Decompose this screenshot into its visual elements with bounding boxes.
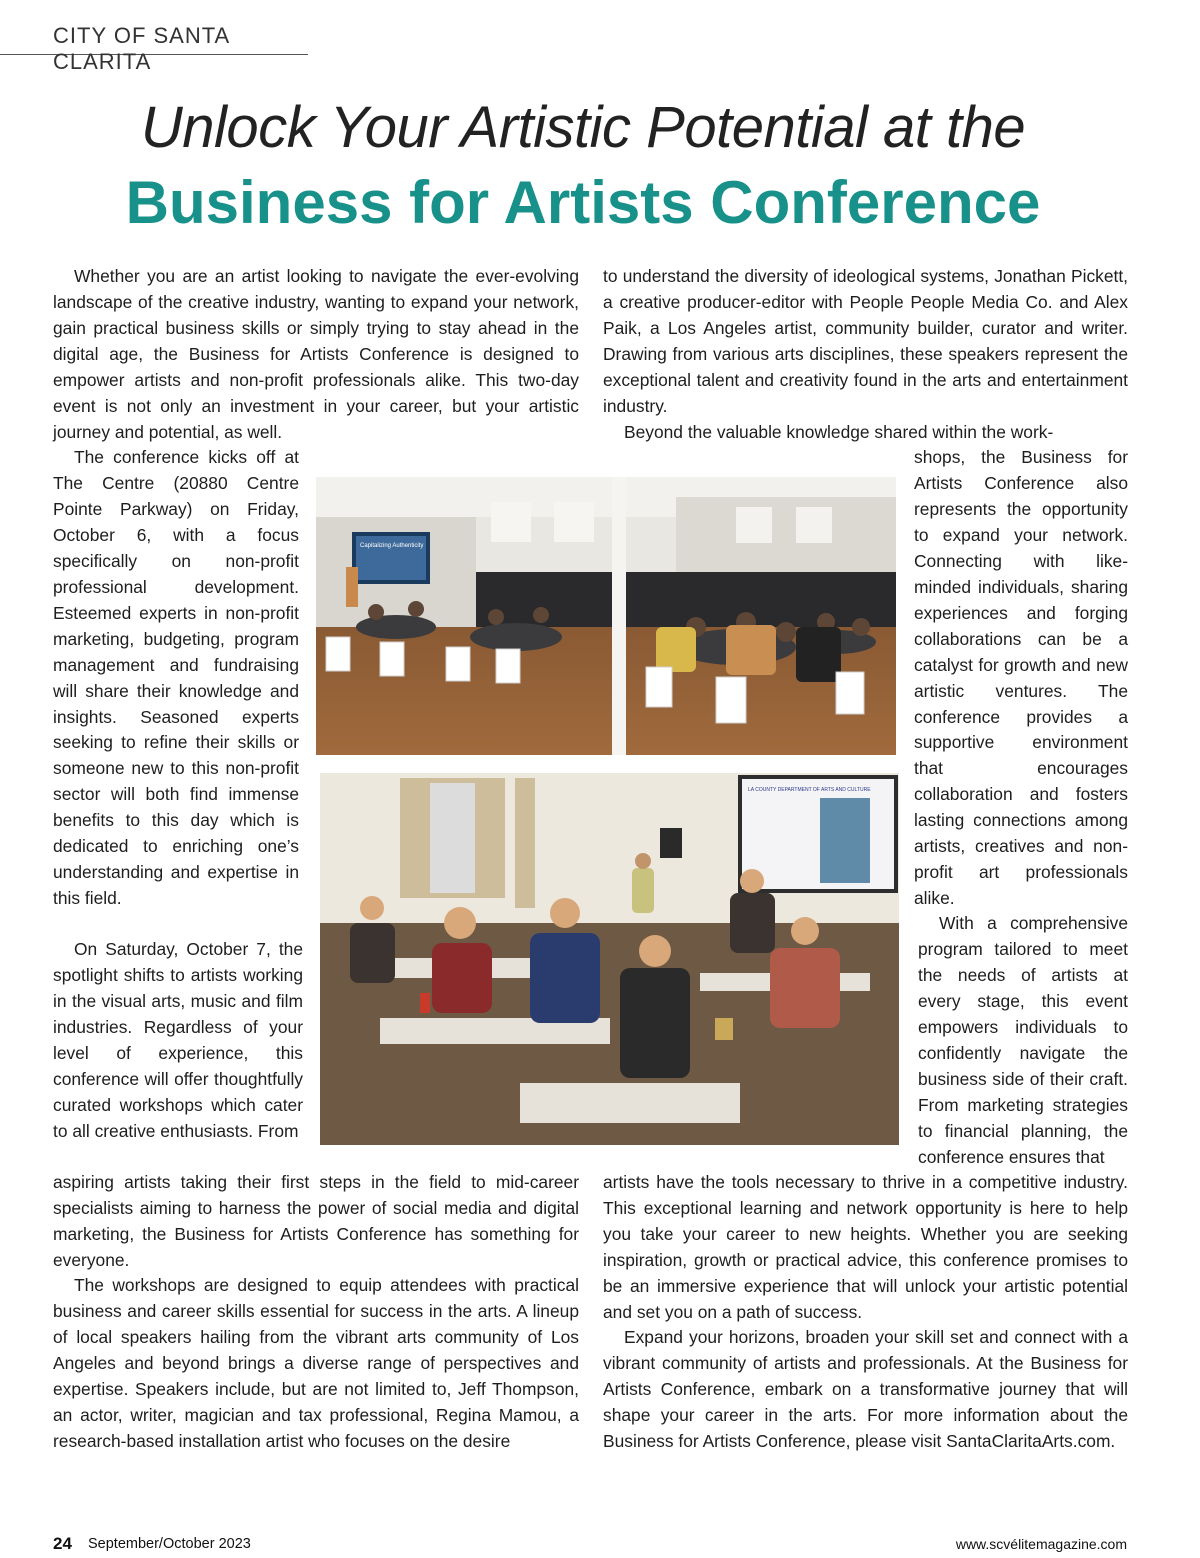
title-line-1: Unlock Your Artistic Potential at the [140,95,1026,160]
paragraph-closing: Expand your horizons, broaden your skill set and connect with a vibrant community of artists and professionals. At the Business for Artists Conference, embark on a transformative journey that will shape your career in the arts. For more information about the Business for Artists Conference, please visit SantaClaritaArts.com. [603,1327,1128,1451]
paragraph-intro: Whether you are an artist looking to navigate the ever-evolving landscape of the creative industry, wanting to expand your network, gain practical business skills or simply trying to stay ahead in the digital age, the Business for Artists Conference is designed to empower artists and non-profit professionals alike. This two-day event is not only an investment in your career, but your artistic journey and potential, as well. [53,266,579,442]
paragraph-comprehensive-part1: With a comprehensive program tailored to meet the needs of artists at every stage, this event empowers individuals to confidently navigate the business side of their craft. From marketing strategies to financial planning, the conference ensures that [918,913,1128,1167]
paragraph-saturday-part1: On Saturday, October 7, the spotlight shifts to artists working in the visual arts, music and film industries. Regardless of your level of experience, this conference will offer thoughtfully curated workshops which cater to all creative enthusiasts. From [53,939,303,1141]
section-label: CITY OF SANTA CLARITA [53,23,229,74]
screen-slide-text: Capitalizing Authenticity [360,543,424,549]
slide-heading-text: LA COUNTY DEPARTMENT OF ARTS AND CULTURE [748,787,871,793]
page-number: 24 [53,1534,72,1553]
paragraph-friday: The conference kicks off at The Centre (20880 Centre Pointe Parkway) on Friday, October 6, with a focus specifically on non-profit professional development. Esteemed experts in non-profit marketing, budgeting, program management and fundraising will share their knowledge and insights. Seasoned experts seeking to refine their skills or someone new to this non-profit sector will both find immense benefits to this day which is dedicated to enriching one’s understanding and expertise in this field. [53,447,299,909]
magazine-website: www.scvélitemagazine.com [955,1536,1127,1552]
paragraph-beyond-wrap: shops, the Business for Artists Conference also represents the opportunity to expand your network. Connecting with like-minded individuals, sharing experiences and forging collaborations can be a catalyst for growth and new artistic ventures. The conference provides a supportive environment that encourages collaboration and fosters lasting connections among artists, creatives and non-profit art professionals alike. [914,447,1128,909]
paragraph-speakers-cont: to understand the diversity of ideological systems, Jonathan Pickett, a creative producer-editor with People People Media Co. and Alex Paik, a Los Angeles artist, community builder, curator and writer. Drawing from various arts disciplines, these speakers represent the exceptional talent and creativity found in the arts and entertainment industry. [603,266,1128,416]
paragraph-beyond-lead: Beyond the valuable knowledge shared within the work- [624,422,1054,442]
paragraph-workshops: The workshops are designed to equip attendees with practical business and career skills essential for success in the arts. A lineup of local speakers hailing from the vibrant arts community of Los Angeles and beyond brings a diverse range of perspectives and expertise. Speakers include, but are not limited to, Jeff Thompson, an actor, writer, magician and tax professional, Regina Mamou, a research-based installation artist who focuses on the desire [53,1275,579,1451]
paragraph-saturday-part2: aspiring artists taking their first steps in the field to mid-career specialists aiming to harness the power of social media and digital marketing, the Business for Artists Conference has something for everyone. [53,1172,579,1270]
conference-hall-photo [316,477,896,755]
paragraph-comprehensive-part2: artists have the tools necessary to thrive in a competitive industry. This exceptional learning and network opportunity is here to help you take your career to new heights. Whether you are seeking inspiration, growth or practical advice, this conference promises to be an immersive experience that will unlock your artistic potential and set you on a path of success. [603,1172,1128,1322]
issue-date: September/October 2023 [88,1536,251,1552]
section-header [0,18,308,74]
title-line-2: Business for Artists Conference [125,169,1041,236]
workshop-classroom-photo [320,773,899,1145]
